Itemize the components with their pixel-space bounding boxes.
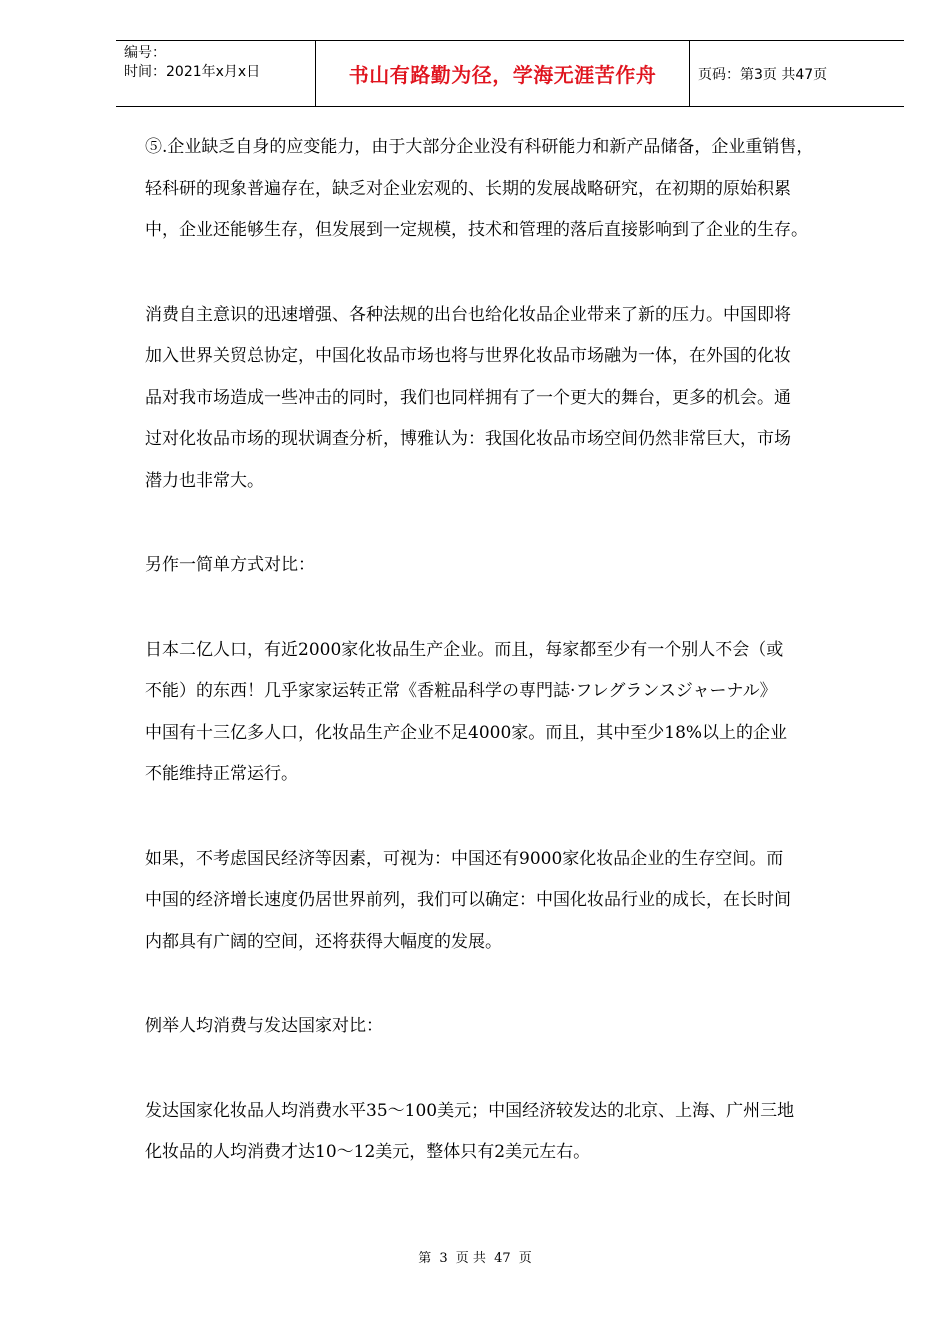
paragraph-market-pressure <box>145 295 880 503</box>
page-footer <box>0 1247 950 1266</box>
text-line: 如果，不考虑国民经济等因素，可视为：中国还有9000家化妆品企业的生存空间。而 <box>145 848 784 869</box>
footer-mid: 页 共 <box>455 1251 486 1266</box>
text-line: 不能维持正常运行。 <box>145 764 298 784</box>
header-meta-cell <box>116 41 316 106</box>
paragraph-per-capita <box>145 1091 880 1174</box>
paragraph-adaptability <box>145 127 880 252</box>
footer-total-pages: 47 <box>494 1251 511 1266</box>
text-line: 中，企业还能够生存，但发展到一定规模，技术和管理的落后直接影响到了企业的生存。 <box>145 220 808 240</box>
text-line: 中国的经济增长速度仍居世界前列，我们可以确定：中国化妆品行业的成长，在长时间 <box>145 890 791 910</box>
text-line: 轻科研的现象普遍存在，缺乏对企业宏观的、长期的发展战略研究，在初期的原始积累 <box>145 178 791 199</box>
footer-suffix: 页 <box>518 1251 532 1266</box>
paragraph-japan-china <box>145 630 880 796</box>
text-line: 内都具有广阔的空间，还将获得大幅度的发展。 <box>145 931 502 952</box>
header-slogan-cell <box>316 41 690 106</box>
document-body <box>145 127 880 1217</box>
text-line: 品对我市场造成一些冲击的同时，我们也同样拥有了一个更大的舞台，更多的机会。通 <box>145 387 791 408</box>
footer-prefix: 第 <box>418 1251 432 1266</box>
paragraph-growth-space <box>145 839 880 964</box>
doc-time-label: 时间：2021年x月x日 <box>124 64 261 80</box>
doc-number-label: 编号： <box>124 45 166 61</box>
text-line: 潜力也非常大。 <box>145 470 264 491</box>
header-slogan: 书山有路勤为径，学海无涯苦作舟 <box>348 63 657 87</box>
text-line: ⑤.企业缺乏自身的应变能力，由于大部分企业没有科研能力和新产品储备，企业重销售， <box>145 137 814 157</box>
page-header <box>116 40 904 107</box>
footer-page-number: 3 <box>439 1251 448 1266</box>
header-page-cell <box>690 41 904 106</box>
text-line: 化妆品的人均消费才达10～12美元，整体只有2美元左右。 <box>145 1142 591 1162</box>
header-page-info: 页码：第3页 共47页 <box>698 66 828 83</box>
text-line: 中国有十三亿多人口，化妆品生产企业不足4000家。而且，其中至少18%以上的企业 <box>145 722 788 743</box>
text-line: 不能）的东西！几乎家家运转正常《香粧品科学の専門誌·フレグランスジャーナル》 <box>145 681 777 701</box>
text-line: 发达国家化妆品人均消费水平35～100美元；中国经济较发达的北京、上海、广州三地 <box>145 1100 795 1121</box>
heading-per-capita: 例举人均消费与发达国家对比： <box>145 1016 383 1036</box>
text-line: 消费自主意识的迅速增强、各种法规的出台也给化妆品企业带来了新的压力。中国即将 <box>145 304 791 325</box>
heading-compare: 另作一简单方式对比： <box>145 555 315 575</box>
text-line: 过对化妆品市场的现状调查分析，博雅认为：我国化妆品市场空间仍然非常巨大，市场 <box>145 429 791 449</box>
text-line: 加入世界关贸总协定，中国化妆品市场也将与世界化妆品市场融为一体，在外国的化妆 <box>145 346 791 366</box>
text-line: 日本二亿人口，有近2000家化妆品生产企业。而且，每家都至少有一个别人不会（或 <box>145 639 784 660</box>
